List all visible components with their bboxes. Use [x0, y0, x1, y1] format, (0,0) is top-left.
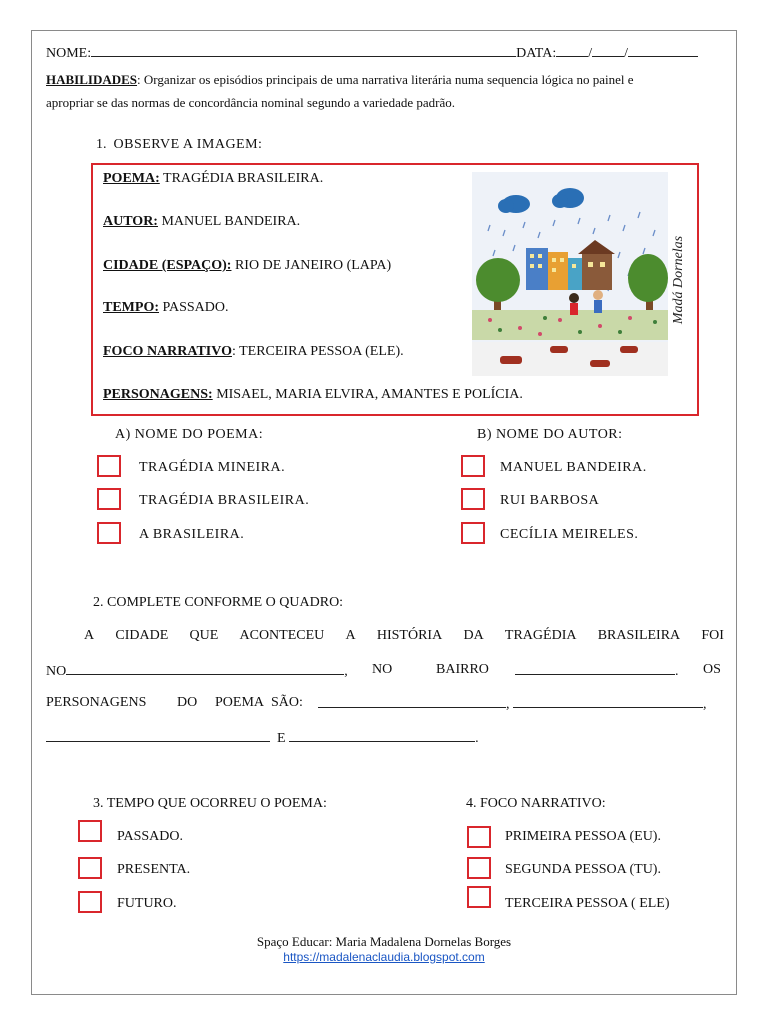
q2-word: DA	[463, 628, 484, 643]
q2-no2: NO	[372, 662, 393, 677]
footer-link-row	[0, 950, 768, 965]
info-value: : TERCEIRA PESSOA (ELE).	[231, 344, 404, 359]
info-poema	[103, 171, 323, 187]
cidade-answer-field[interactable]	[66, 662, 344, 675]
q4-option-3-checkbox[interactable]	[467, 886, 491, 908]
info-value: MISAEL, MARIA ELVIRA, AMANTES E POLÍCIA.	[212, 387, 523, 402]
q2-punct: .	[675, 664, 679, 679]
q2-word: TRAGÉDIA	[504, 628, 577, 643]
qa-option-1-label: TRAGÉDIA MINEIRA.	[139, 460, 286, 475]
info-cidade	[103, 258, 391, 274]
q2-punct: ,	[344, 664, 348, 679]
qb-option-3-label: CECÍLIA MEIRELES.	[500, 527, 639, 542]
qa-option-3-label: A BRASILEIRA.	[139, 527, 245, 542]
q2-line-2	[46, 662, 348, 680]
q3-option-2-label: PRESENTA.	[117, 862, 191, 877]
q4-option-1-label: PRIMEIRA PESSOA (EU).	[505, 829, 661, 844]
nome-row	[46, 44, 698, 62]
info-personagens	[103, 387, 523, 403]
habilidades-label: HABILIDADES	[46, 72, 138, 87]
date-separator: /	[624, 46, 629, 61]
q2-word: A	[345, 628, 356, 643]
info-label: TEMPO:	[103, 300, 159, 315]
footer-credit: Spaço Educar: Maria Madalena Dornelas Borges	[256, 934, 512, 949]
footer-link[interactable]: https://madalenaclaudia.blogspot.com	[283, 950, 485, 964]
q2-word: ACONTECEU	[239, 628, 325, 643]
info-value: MANUEL BANDEIRA.	[157, 214, 301, 229]
personagem-4-field[interactable]	[289, 729, 475, 742]
q2-personagens: PERSONAGENS	[46, 695, 147, 710]
q2-word: CIDADE	[115, 628, 169, 643]
bairro-answer-field[interactable]	[515, 662, 675, 675]
info-autor	[103, 214, 300, 230]
q3-option-2-checkbox[interactable]	[78, 857, 102, 879]
data-day-field[interactable]	[556, 44, 588, 57]
data-label: DATA:	[516, 46, 557, 61]
signature-text: Madá Dornelas	[671, 235, 686, 325]
data-year-field[interactable]	[628, 44, 698, 57]
qa-option-2-label: TRAGÉDIA BRASILEIRA.	[139, 493, 310, 508]
q2-word: NO	[46, 664, 67, 679]
nome-field[interactable]	[91, 44, 516, 57]
info-label: FOCO NARRATIVO	[103, 344, 232, 359]
qa-option-3-checkbox[interactable]	[97, 522, 121, 544]
q2-punct: ,	[703, 697, 707, 712]
q4-option-2-label: SEGUNDA PESSOA (TU).	[505, 862, 661, 877]
personagem-3-field[interactable]	[46, 729, 270, 742]
q3-option-1-label: PASSADO.	[117, 829, 184, 844]
q4-option-2-checkbox[interactable]	[467, 857, 491, 879]
q2-word: BRASILEIRA	[597, 628, 681, 643]
info-value: RIO DE JANEIRO (LAPA)	[231, 258, 392, 273]
q2-poema-label	[215, 695, 303, 711]
q2-title: 2. COMPLETE CONFORME O QUADRO:	[93, 595, 344, 610]
q2-bairro-row	[515, 662, 679, 680]
q4-option-1-checkbox[interactable]	[467, 826, 491, 848]
q4-title: 4. FOCO NARRATIVO:	[466, 796, 606, 811]
q2-word: QUE	[189, 628, 219, 643]
qb-option-1-checkbox[interactable]	[461, 455, 485, 477]
personagem-1-field[interactable]	[318, 695, 506, 708]
qb-title: B) NOME DO AUTOR:	[477, 427, 623, 442]
info-label: AUTOR:	[103, 214, 158, 229]
date-separator: /	[588, 46, 593, 61]
info-tempo	[103, 300, 229, 316]
q1-title-text: OBSERVE A IMAGEM:	[113, 137, 263, 152]
q2-bairro: BAIRRO	[436, 662, 489, 677]
qa-option-2-checkbox[interactable]	[97, 488, 121, 510]
data-month-field[interactable]	[592, 44, 624, 57]
info-label: CIDADE (ESPAÇO):	[103, 258, 232, 273]
q2-do: DO	[177, 695, 198, 710]
q2-line-4	[46, 729, 479, 747]
personagem-2-field[interactable]	[513, 695, 703, 708]
rain-scene-illustration	[470, 170, 696, 378]
habilidades-line-2: apropriar se das normas de concordância nominal segundo a variedade padrão.	[46, 95, 455, 110]
q2-word: A	[84, 628, 95, 643]
nome-label: NOME:	[46, 46, 92, 61]
q3-option-1-checkbox[interactable]	[78, 820, 102, 842]
q2-word: FOI	[701, 628, 724, 643]
habilidades-line-1	[46, 72, 634, 88]
q2-word: HISTÓRIA	[376, 628, 443, 643]
q2-word: POEMA	[215, 695, 265, 710]
qa-title: A) NOME DO POEMA:	[115, 427, 264, 442]
qb-option-2-label: RUI BARBOSA	[500, 493, 600, 508]
q1-number: 1.	[96, 137, 107, 152]
info-value: TRAGÉDIA BRASILEIRA.	[159, 171, 324, 186]
qb-option-2-checkbox[interactable]	[461, 488, 485, 510]
qb-option-1-label: MANUEL BANDEIRA.	[500, 460, 647, 475]
q3-title: 3. TEMPO QUE OCORREU O POEMA:	[93, 796, 327, 811]
q2-os: OS	[703, 662, 721, 677]
qa-option-1-checkbox[interactable]	[97, 455, 121, 477]
habilidades-text: : Organizar os episódios principais de uma narrativa literária numa sequencia lógica no painel e	[137, 72, 634, 87]
q4-option-3-label: TERCEIRA PESSOA ( ELE)	[505, 896, 670, 911]
q2-punct: .	[475, 731, 479, 746]
info-label: PERSONAGENS:	[103, 387, 213, 402]
q2-punct: ,	[506, 697, 510, 712]
info-value: PASSADO.	[159, 300, 229, 315]
q3-option-3-label: FUTURO.	[117, 896, 177, 911]
q2-word: E	[277, 731, 286, 746]
info-foco	[103, 344, 404, 360]
q2-line-1	[84, 628, 724, 644]
q2-word: SÃO:	[271, 695, 303, 710]
qb-option-3-checkbox[interactable]	[461, 522, 485, 544]
q3-option-3-checkbox[interactable]	[78, 891, 102, 913]
info-label: POEMA:	[103, 171, 160, 186]
q1-title	[96, 137, 262, 153]
q2-personagens-row	[318, 695, 707, 713]
